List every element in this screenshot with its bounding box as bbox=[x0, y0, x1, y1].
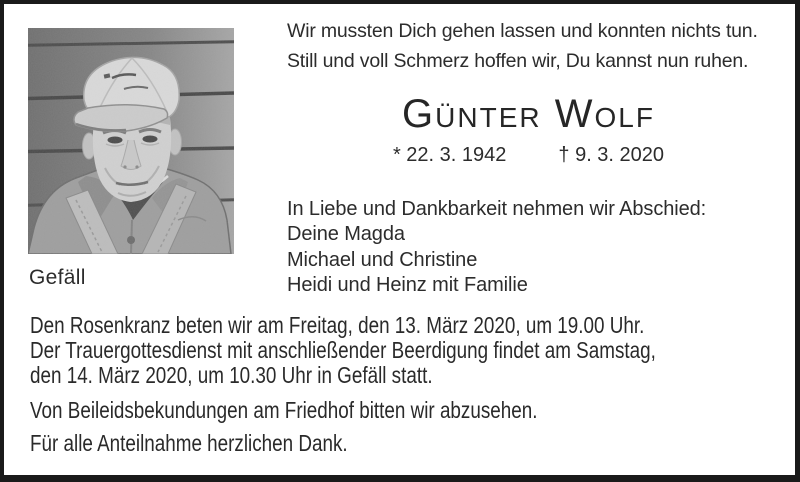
portrait-photo-illustration bbox=[28, 28, 234, 254]
mourner-line: Heidi und Heinz mit Familie bbox=[287, 274, 528, 297]
intro-verse-line: Still und voll Schmerz hoffen wir, Du kannst nun ruhen. bbox=[287, 49, 749, 72]
schedule-line: Der Trauergottesdienst mit anschließender Beerdigung findet am Samstag, bbox=[30, 337, 656, 363]
farewell-section bbox=[287, 197, 706, 299]
deceased-name: Günter Wolf bbox=[402, 92, 655, 136]
portrait-photo bbox=[28, 28, 234, 254]
condolence-note: Von Beileidsbekundungen am Friedhof bitten wir abzusehen. bbox=[30, 397, 538, 423]
schedule-line: Den Rosenkranz beten wir am Freitag, den 13. März 2020, um 19.00 Uhr. bbox=[30, 312, 645, 338]
photo-grain-overlay bbox=[28, 28, 234, 254]
mourner-line: Michael und Christine bbox=[287, 248, 478, 271]
photo-caption: Gefäll bbox=[29, 266, 86, 289]
death-date: † 9. 3. 2020 bbox=[558, 144, 665, 166]
service-schedule bbox=[30, 313, 656, 388]
mourner-line: Deine Magda bbox=[287, 223, 405, 246]
birth-date: * 22. 3. 1942 bbox=[392, 144, 507, 166]
schedule-line: den 14. März 2020, um 10.30 Uhr in Gefäll statt. bbox=[30, 362, 433, 388]
thanks-note: Für alle Anteilnahme herzlichen Dank. bbox=[30, 430, 348, 456]
life-dates bbox=[287, 143, 770, 167]
farewell-heading: In Liebe und Dankbarkeit nehmen wir Abschied: bbox=[287, 198, 707, 220]
intro-verse bbox=[287, 17, 758, 76]
intro-verse-line: Wir mussten Dich gehen lassen und konnten nichts tun. bbox=[287, 20, 758, 42]
